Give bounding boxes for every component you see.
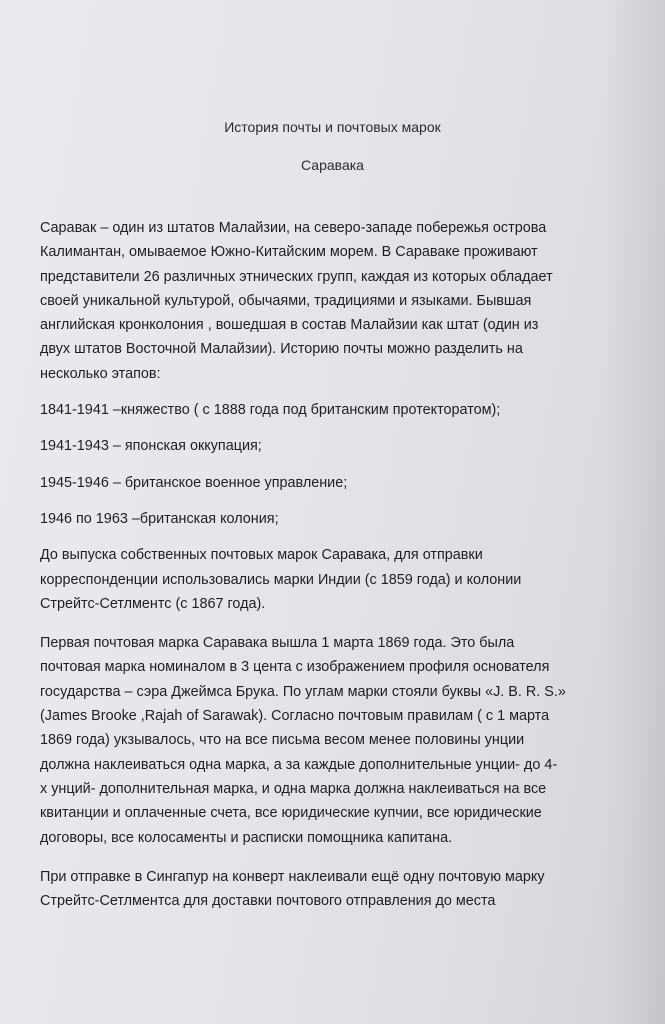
text-line: Стрейтс-Сетлментса для доставки почтового отправления до места xyxy=(40,893,496,910)
text-line: двух штатов Восточной Малайзии). Историю почты можно разделить на xyxy=(40,341,523,358)
text-line: своей уникальной культурой, обычаями, традициями и языками. Бывшая xyxy=(40,292,532,309)
text-line: Калимантан, омываемое Южно-Китайским морем. В Сараваке проживают xyxy=(40,244,538,261)
text-line: должна наклеиваться одна марка, а за каждые дополнительные унции- до 4- xyxy=(40,756,558,773)
text-line: государства – сэра Джеймса Брука. По углам марки стояли буквы «J. B. R. S.» xyxy=(40,683,566,700)
paragraph-first-stamp xyxy=(40,631,620,850)
text-line: корреспонденции использовались марки Индии (с 1859 года) и колонии xyxy=(40,571,522,588)
document-body xyxy=(40,216,620,913)
period-item-principality xyxy=(40,398,620,422)
period-item-occupation xyxy=(40,434,620,458)
text-line: английская кронколония , вошедшая в состав Малайзии как штат (один из xyxy=(40,317,539,334)
text-line: 1841-1941 –княжество ( с 1888 года под британским протекторатом); xyxy=(40,402,501,419)
text-line: До выпуска собственных почтовых марок Саравака, для отправки xyxy=(40,547,483,564)
document-title: История почты и почтовых марок xyxy=(224,119,441,135)
document-subtitle: Саравака xyxy=(301,157,364,173)
text-line: Первая почтовая марка Саравака вышла 1 марта 1869 года. Это была xyxy=(40,635,515,652)
paragraph-before-stamps xyxy=(40,543,620,616)
text-line: несколько этапов: xyxy=(40,365,161,382)
text-line: представители 26 различных этнических групп, каждая из которых обладает xyxy=(40,268,553,285)
text-line: 1941-1943 – японская оккупация; xyxy=(40,438,262,455)
period-item-military xyxy=(40,471,620,495)
paragraph-intro xyxy=(40,216,620,386)
text-line: Саравак – один из штатов Малайзии, на северо-западе побережья острова xyxy=(40,220,547,236)
text-line: договоры, все колосаменты и расписки помощника капитана. xyxy=(40,829,453,846)
period-item-colony xyxy=(40,507,620,531)
text-line: х унций- дополнительная марка, и одна марка должна наклеиваться на все xyxy=(40,780,547,797)
text-line: При отправке в Сингапур на конверт наклеивали ещё одну почтовую марку xyxy=(40,868,545,885)
text-line: 1946 по 1963 –британская колония; xyxy=(40,510,279,527)
text-line: 1869 года) укзывалось, что на все письма весом менее половины унции xyxy=(40,732,525,749)
paragraph-singapore xyxy=(40,865,620,914)
text-line: (James Brooke ,Rajah of Sarawak). Согласно почтовым правилам ( с 1 марта xyxy=(40,708,550,725)
text-line: почтовая марка номиналом в 3 цента с изображением профиля основателя xyxy=(40,659,550,676)
text-line: Стрейтс-Сетлментс (с 1867 года). xyxy=(40,595,266,612)
text-line: квитанции и оплаченные счета, все юридические купчии, все юридические xyxy=(40,805,542,822)
text-line: 1945-1946 – британское военное управление; xyxy=(40,474,348,491)
